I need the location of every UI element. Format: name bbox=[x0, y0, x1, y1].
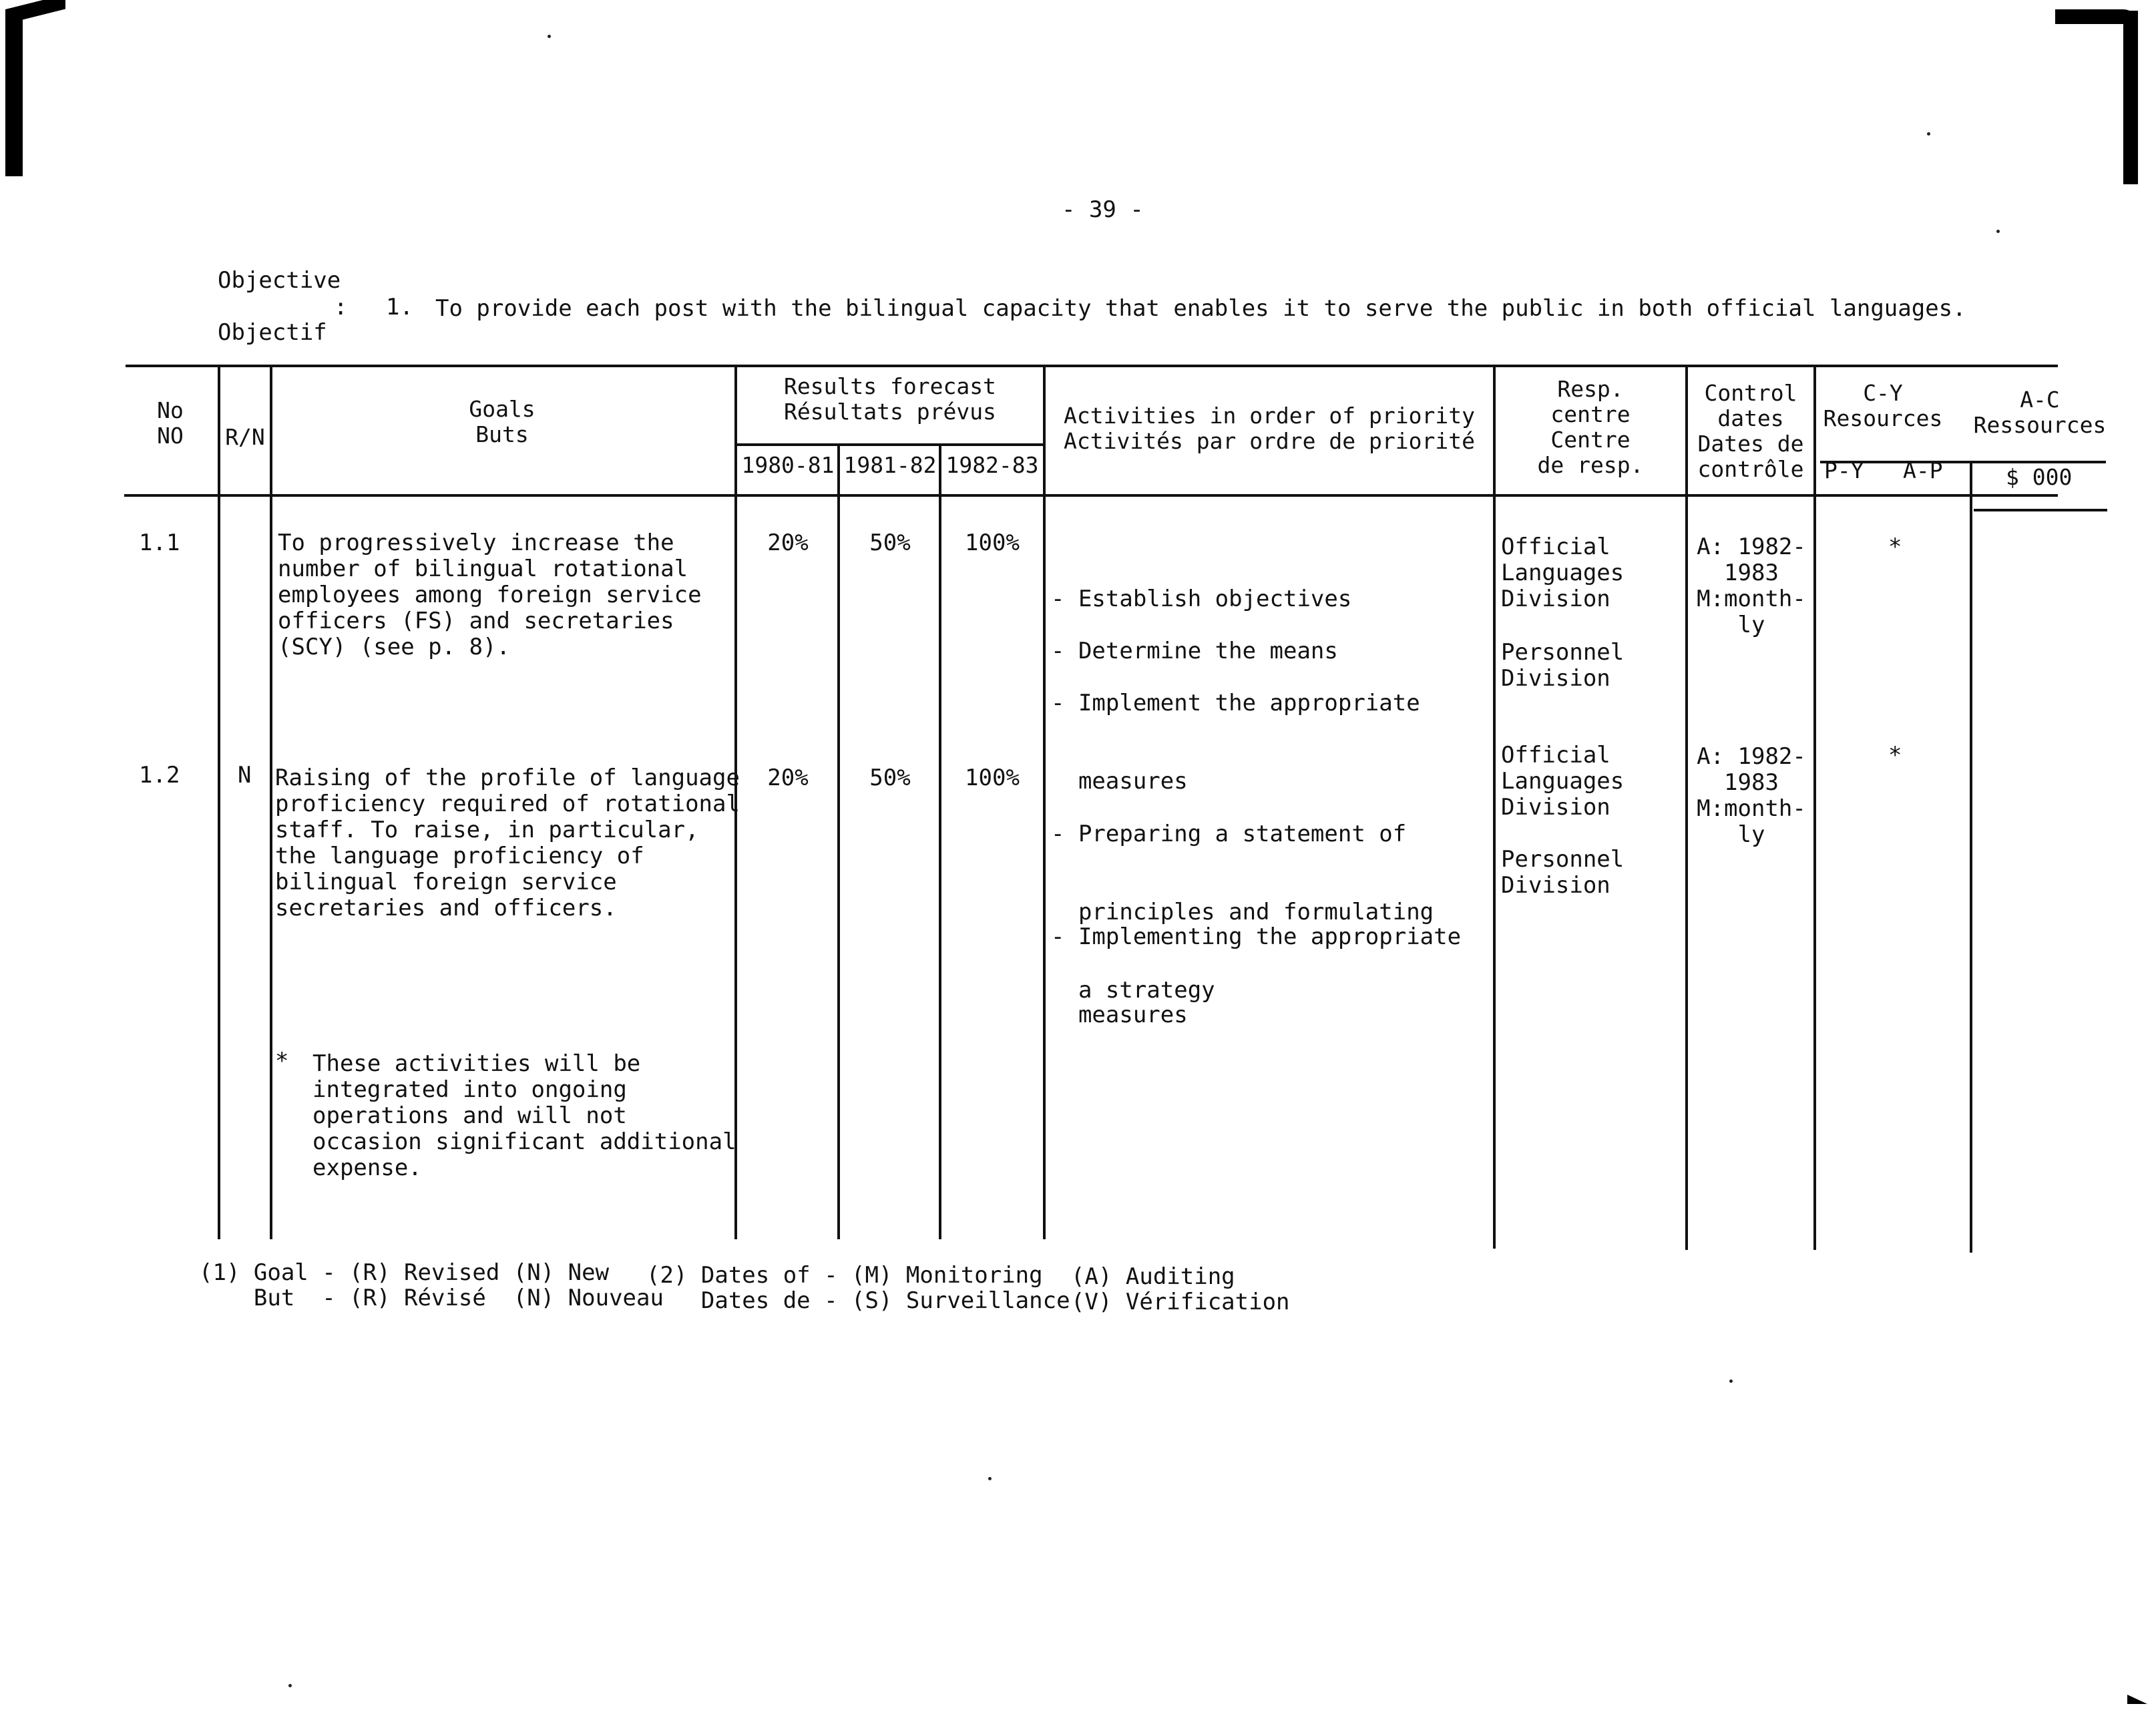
scan-corner-bottom-right bbox=[2127, 1695, 2147, 1704]
header-control: Control dates Dates de contrôle bbox=[1697, 380, 1804, 482]
col-rule bbox=[939, 443, 941, 1239]
header-year-3: 1982-83 bbox=[945, 452, 1039, 478]
row-1-activity-3: - Implement the appropriate measures bbox=[1051, 690, 1420, 795]
row-1-result-1982: 100% bbox=[965, 529, 1020, 556]
row-1-resources: * bbox=[1888, 533, 1902, 560]
header-resp: Resp. centre Centre de resp. bbox=[1537, 376, 1644, 478]
col-rule bbox=[270, 365, 272, 1239]
header-py: P-Y bbox=[1824, 457, 1864, 483]
legend-verification: (V) Vérification bbox=[1071, 1289, 1290, 1315]
row-1-goal: To progressively increase the number of bilingual rotational employees among foreign service officers (FS) and secretaries (SCY) (see p. 8). bbox=[278, 529, 702, 660]
col-rule bbox=[1970, 461, 1972, 1253]
objective-label-fr: Objectif bbox=[218, 319, 327, 346]
scan-speck bbox=[548, 35, 551, 38]
header-goals: Goals Buts bbox=[469, 396, 535, 447]
scan-speck bbox=[1927, 132, 1930, 136]
scan-corner-top-right bbox=[2123, 11, 2138, 184]
page-number: - 39 - bbox=[1062, 196, 1144, 223]
scan-speck bbox=[1996, 230, 2000, 233]
header-results: Results forecast Résultats prévus bbox=[784, 373, 996, 425]
scan-corner-top-left bbox=[5, 9, 23, 176]
footnote-text: These activities will be integrated into ongoing operations and will not occasion significant additional expense. bbox=[312, 1050, 736, 1181]
row-2-resources: * bbox=[1888, 742, 1902, 769]
row-2-activity-2: - Implementing the appropriate measures bbox=[1051, 923, 1462, 1028]
header-ac-resources: A-C Ressources bbox=[1973, 387, 2107, 438]
legend-dates-fr: Dates de - (S) Surveillance bbox=[646, 1287, 1070, 1314]
header-activities: Activities in order of priority Activités par ordre de priorité bbox=[1064, 403, 1475, 454]
row-1-result-1980: 20% bbox=[767, 529, 809, 556]
header-bottom-rule bbox=[124, 494, 2058, 497]
objective-text: To provide each post with the bilingual capacity that enables it to serve the public in both official languages. bbox=[435, 295, 1966, 322]
row-2-result-1980: 20% bbox=[767, 765, 809, 791]
row-1-resp-2: Personnel Division bbox=[1501, 639, 1625, 692]
scan-speck bbox=[988, 1477, 992, 1480]
row-2-control: A: 1982- 1983 M:month- ly bbox=[1697, 743, 1806, 848]
header-bottom-rule-right bbox=[1974, 509, 2107, 511]
table-top-rule bbox=[126, 365, 2058, 367]
legend-goal: (1) Goal - (R) Revised (N) New bbox=[199, 1259, 610, 1286]
scan-speck bbox=[1729, 1379, 1733, 1383]
footnote-star: * bbox=[275, 1048, 289, 1074]
objective-label-en: Objective bbox=[218, 267, 341, 294]
row-1-no: 1.1 bbox=[139, 529, 180, 556]
row-2-resp-2: Personnel Division bbox=[1501, 846, 1625, 899]
legend-dates-en: (2) Dates of - (M) Monitoring bbox=[646, 1262, 1043, 1289]
col-rule bbox=[837, 443, 840, 1239]
header-rn: R/N bbox=[225, 424, 265, 450]
legend-but: But - (R) Révisé (N) Nouveau bbox=[199, 1285, 664, 1311]
row-2-activity-1: - Preparing a statement of principles and formulating a strategy bbox=[1051, 821, 1434, 1004]
objective-number: 1. bbox=[386, 294, 413, 320]
col-rule bbox=[218, 365, 220, 1239]
scan-corner-top-right-cap bbox=[2055, 9, 2138, 24]
row-2-result-1981: 50% bbox=[869, 765, 911, 791]
row-1-control: A: 1982- 1983 M:month- ly bbox=[1697, 533, 1806, 638]
scan-speck bbox=[288, 1684, 292, 1687]
header-no: No NO bbox=[157, 397, 184, 449]
scan-corner-top-left-cap bbox=[5, 0, 65, 24]
header-year-1: 1980-81 bbox=[741, 452, 835, 478]
legend-auditing: (A) Auditing bbox=[1071, 1263, 1235, 1290]
row-1-result-1981: 50% bbox=[869, 529, 911, 556]
row-2-goal: Raising of the profile of language proficiency required of rotational staff. To raise, in particular, the language proficiency of bilingual foreign service secretaries and officers. bbox=[275, 765, 740, 921]
row-2-resp-1: Official Languages Division bbox=[1501, 742, 1625, 821]
row-1-activity-1: - Establish objectives bbox=[1051, 586, 1352, 612]
years-rule bbox=[737, 443, 1046, 446]
header-year-2: 1981-82 bbox=[843, 452, 937, 478]
col-rule bbox=[1493, 365, 1496, 1249]
row-2-result-1982: 100% bbox=[965, 765, 1020, 791]
col-rule bbox=[1043, 365, 1046, 1239]
header-dollars: $ 000 bbox=[2006, 464, 2073, 490]
row-1-resp-1: Official Languages Division bbox=[1501, 533, 1625, 612]
row-1-activity-2: - Determine the means bbox=[1051, 638, 1338, 664]
objective-colon: : bbox=[334, 294, 348, 320]
header-ap: A-P bbox=[1903, 457, 1943, 483]
row-2-no: 1.2 bbox=[139, 762, 180, 789]
header-cy-resources: C-Y Resources bbox=[1823, 380, 1943, 431]
row-2-rn: N bbox=[238, 762, 252, 789]
